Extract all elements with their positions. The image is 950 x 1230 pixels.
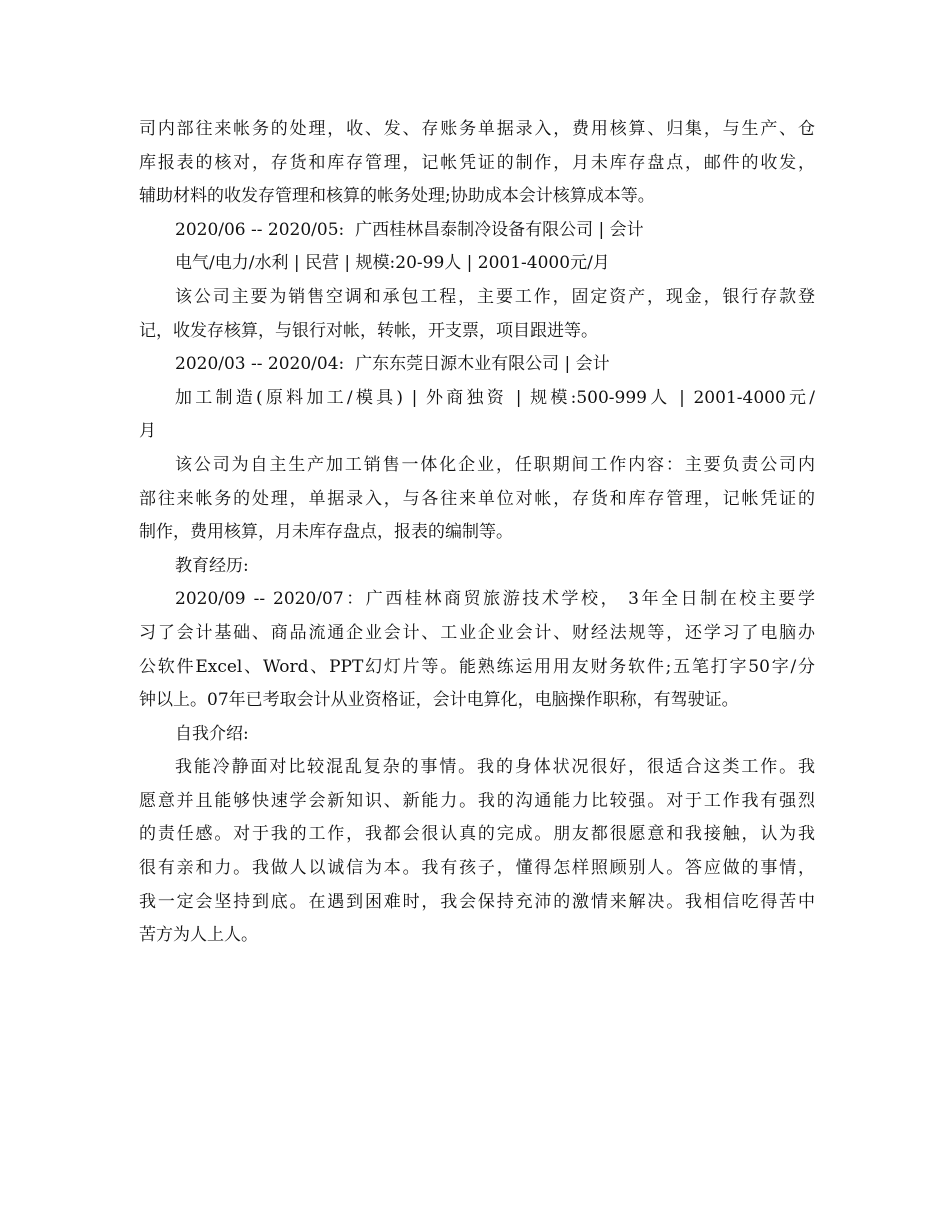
job-entry-details: 加工制造(原料加工/模具) | 外商独资 | 规模:500-999人 | 2001-4000元/ [175, 387, 815, 408]
job-entry-details: 电气/电力/水利 | 民营 | 规模:20-99人 | 2001-4000元/月 [175, 253, 610, 274]
text-line: 我能冷静面对比较混乱复杂的事情。我的身体状况很好，很适合这类工作。我 [175, 757, 815, 778]
document-body [139, 113, 815, 953]
text-line: 该公司为自主生产加工销售一体化企业，任职期间工作内容：主要负责公司内 [175, 454, 815, 475]
text-line: 愿意并且能够快速学会新知识、新能力。我的沟通能力比较强。对于工作我有强烈 [139, 790, 815, 811]
job-entry-details: 月 [139, 421, 156, 442]
text-line: 司内部往来帐务的处理，收、发、存账务单据录入，费用核算、归集，与生产、仓 [139, 119, 815, 139]
section-heading-self-intro: 自我介绍: [175, 723, 249, 744]
text-line: 钟以上。07年已考取会计从业资格证，会计电算化，电脑操作职称，有驾驶证。 [139, 690, 739, 711]
text-line: 该公司主要为销售空调和承包工程，主要工作，固定资产，现金，银行存款登 [175, 286, 815, 307]
job-entry-heading: 2020/06 -- 2020/05: 广西桂林昌泰制冷设备有限公司 | 会计 [175, 219, 644, 240]
text-line: 苦方为人上人。 [139, 925, 258, 946]
text-line: 很有亲和力。我做人以诚信为本。我有孩子，懂得怎样照顾别人。答应做的事情， [139, 858, 815, 879]
text-line: 部往来帐务的处理，单据录入，与各往来单位对帐，存货和库存管理，记帐凭证的 [139, 488, 815, 509]
text-line: 的责任感。对于我的工作，我都会很认真的完成。朋友都很愿意和我接触，认为我 [139, 824, 815, 845]
text-line: 2020/09 -- 2020/07：广西桂林商贸旅游技术学校， 3年全日制在校主要学 [175, 589, 815, 610]
text-line: 库报表的核对，存货和库存管理，记帐凭证的制作，月未库存盘点，邮件的收发， [139, 152, 815, 173]
text-line: 记，收发存核算，与银行对帐，转帐，开支票，项目跟进等。 [139, 320, 598, 341]
text-line: 辅助材料的收发存管理和核算的帐务处理;协助成本会计核算成本等。 [139, 186, 655, 207]
text-line: 我一定会坚持到底。在遇到困难时，我会保持充沛的激情来解决。我相信吃得苦中 [139, 891, 815, 912]
text-line: 公软件Excel、Word、PPT幻灯片等。能熟练运用用友财务软件;五笔打字50字/分 [139, 656, 815, 677]
section-heading-education: 教育经历: [175, 555, 249, 576]
text-line: 制作，费用核算，月未库存盘点，报表的编制等。 [139, 522, 513, 543]
text-line: 习了会计基础、商品流通企业会计、工业企业会计、财经法规等，还学习了电脑办 [139, 622, 815, 643]
job-entry-heading: 2020/03 -- 2020/04: 广东东莞日源木业有限公司 | 会计 [175, 354, 610, 375]
